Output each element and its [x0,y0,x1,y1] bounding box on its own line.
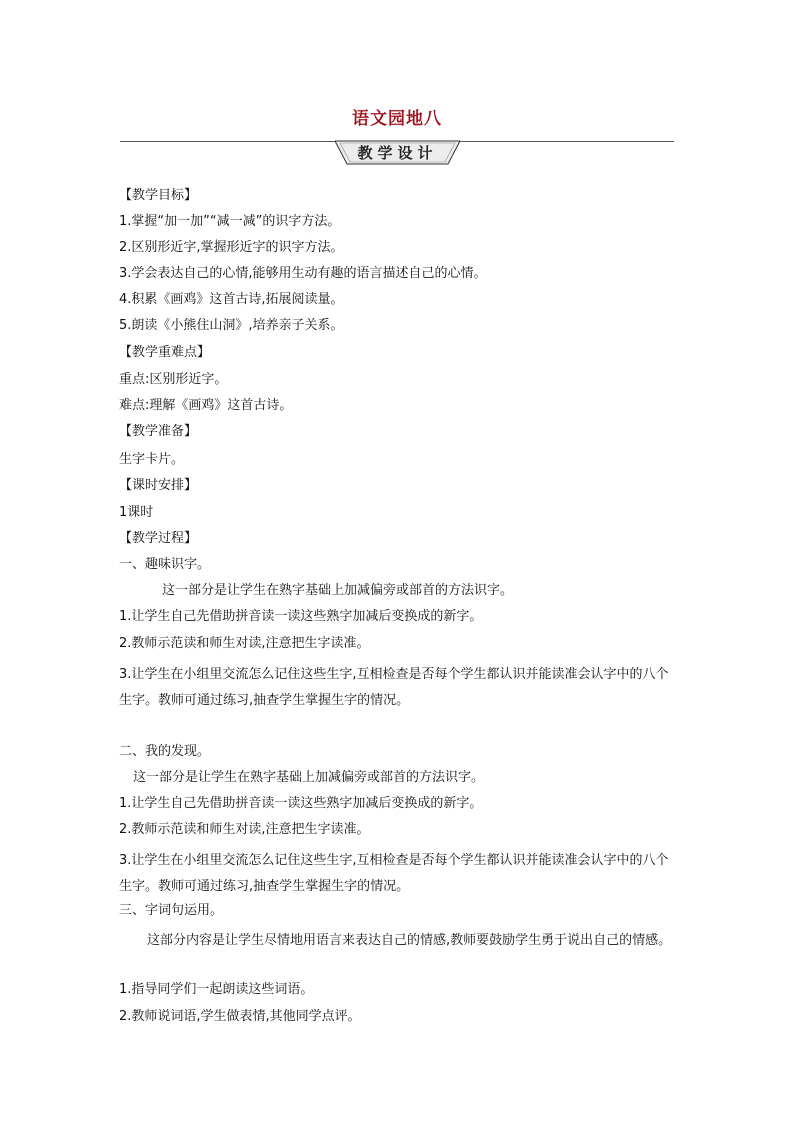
objective-5: 5.朗读《小熊住山洞》,培养亲子关系。 [119,318,344,333]
objective-4: 4.积累《画鸡》这首古诗,拓展阅读量。 [119,292,344,307]
banner-label: 教学设计 [357,144,438,162]
section-1-step-1: 1.让学生自己先借助拼音读一读这些熟字加减后变换成的新字。 [119,609,483,624]
section-banner [335,139,460,165]
difficult-point: 难点:理解《画鸡》这首古诗。 [119,398,293,413]
objective-1: 1.掌握“加一加”“减一减”的识字方法。 [119,214,341,229]
heading-preparation: 【教学准备】 [119,424,198,439]
section-3-step-2: 2.教师说词语,学生做表情,其他同学点评。 [119,1009,361,1024]
section-1-heading: 一、趣味识字。 [119,557,211,572]
section-1-intro: 这一部分是让学生在熟字基础上加减偏旁或部首的方法识字。 [162,583,514,598]
objective-3: 3.学会表达自己的心情,能够用生动有趣的语言描述自己的心情。 [119,266,487,281]
section-2-step-3: 3.让学生在小组里交流怎么记住这些生字,互相检查是否每个学生都认识并能读准会认字中的八个生字。教师可通过练习,抽查学生掌握生字的情况。 [119,853,669,894]
heading-schedule: 【课时安排】 [119,478,198,493]
section-3-intro: 这部分内容是让学生尽情地用语言来表达自己的情感,教师要鼓励学生勇于说出自己的情感。 [147,933,672,948]
schedule-text: 1课时 [119,505,154,520]
key-point: 重点:区别形近字。 [119,372,228,387]
heading-process: 【教学过程】 [119,531,198,546]
section-1-step-2: 2.教师示范读和师生对读,注意把生字读准。 [119,636,370,651]
section-2-intro: 这一部分是让学生在熟字基础上加减偏旁或部首的方法识字。 [133,770,485,785]
section-3-step-1: 1.指导同学们一起朗读这些词语。 [119,982,314,997]
section-2-step-2: 2.教师示范读和师生对读,注意把生字读准。 [119,822,370,837]
section-2-step-1: 1.让学生自己先借助拼音读一读这些熟字加减后变换成的新字。 [119,796,483,811]
heading-objectives: 【教学目标】 [119,188,198,203]
section-2-heading: 二、我的发现。 [119,744,211,759]
objective-2: 2.区别形近字,掌握形近字的识字方法。 [119,240,344,255]
page-title: 语文园地八 [352,109,442,129]
section-1-step-3: 3.让学生在小组里交流怎么记住这些生字,互相检查是否每个学生都认识并能读准会认字中的八个生字。教师可通过练习,抽查学生掌握生字的情况。 [119,667,669,708]
heading-key-points: 【教学重难点】 [119,345,211,360]
preparation-text: 生字卡片。 [119,452,185,467]
section-3-heading: 三、字词句运用。 [119,903,224,918]
